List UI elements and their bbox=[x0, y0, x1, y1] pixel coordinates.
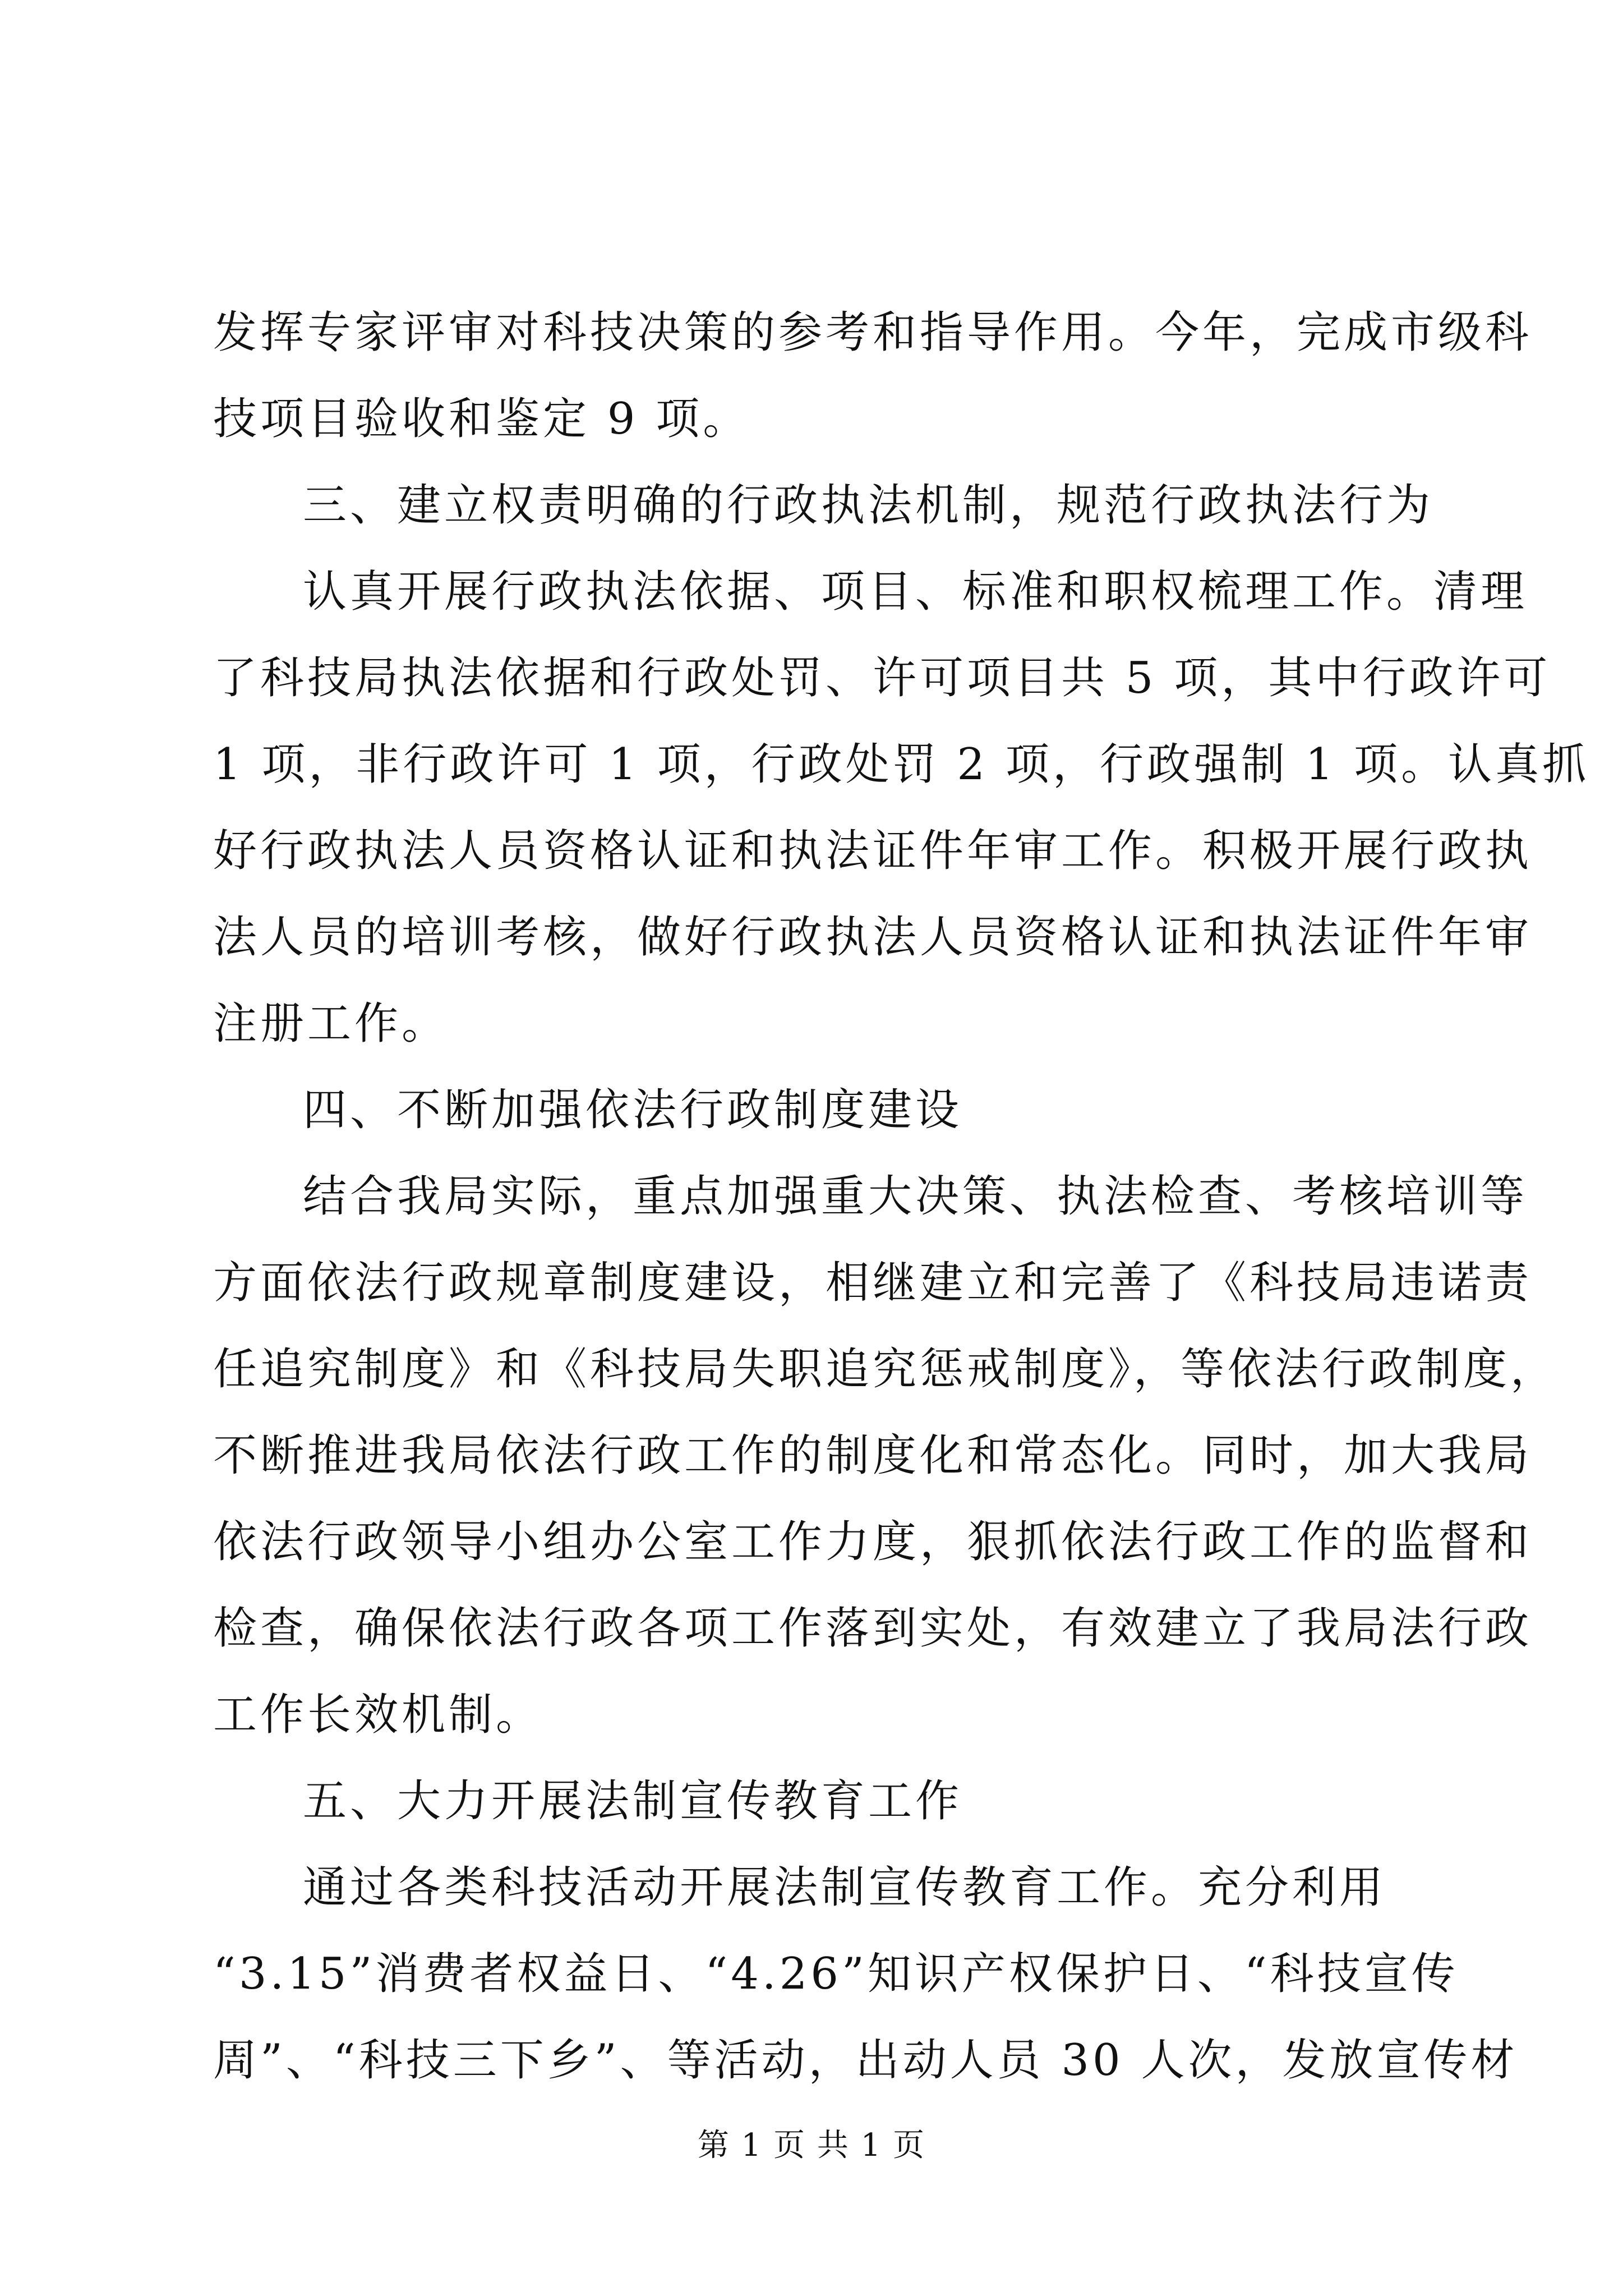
text-line-8: 法人员的培训考核，做好行政执法人员资格认证和执法证件年审 bbox=[213, 912, 1533, 963]
text-line-14: 不断推进我局依法行政工作的制度化和常态化。同时，加大我局 bbox=[213, 1430, 1533, 1481]
text-line-16: 检查，确保依法行政各项工作落到实处，有效建立了我局法行政 bbox=[213, 1603, 1533, 1654]
text-line-20: “3.15”消费者权益日、“4.26”知识产权保护日、“科技宣传 bbox=[213, 1949, 1459, 1999]
section-heading-4: 四、不断加强依法行政制度建设 bbox=[303, 1085, 963, 1135]
text-line-11: 结合我局实际，重点加强重大决策、执法检查、考核培训等 bbox=[303, 1171, 1528, 1222]
section-heading-5: 五、大力开展法制宣传教育工作 bbox=[303, 1776, 963, 1826]
text-line-13: 任追究制度》和《科技局失职追究惩戒制度》，等依法行政制度， bbox=[213, 1344, 1558, 1395]
section-heading-3: 三、建立权责明确的行政执法机制，规范行政执法行为 bbox=[303, 480, 1434, 531]
text-line-6: 1 项，非行政许可 1 项，行政处罚 2 项，行政强制 1 项。认真抓 bbox=[213, 739, 1590, 790]
text-line-4: 认真开展行政执法依据、项目、标准和职权梳理工作。清理 bbox=[303, 567, 1528, 617]
text-line-7: 好行政执法人员资格认证和执法证件年审工作。积极开展行政执 bbox=[213, 826, 1533, 876]
page-number-footer: 第 1 页 共 1 页 bbox=[697, 2127, 926, 2164]
text-line-15: 依法行政领导小组办公室工作力度，狠抓依法行政工作的监督和 bbox=[213, 1517, 1533, 1567]
text-line-12: 方面依法行政规章制度建设，相继建立和完善了《科技局违诺责 bbox=[213, 1258, 1533, 1308]
text-line-17: 工作长效机制。 bbox=[213, 1690, 543, 1740]
text-line-5: 了科技局执法依据和行政处罚、许可项目共 5 项，其中行政许可 bbox=[213, 653, 1551, 703]
text-line-19: 通过各类科技活动开展法制宣传教育工作。充分利用 bbox=[303, 1862, 1387, 1913]
text-line-1: 发挥专家评审对科技决策的参考和指导作用。今年，完成市级科 bbox=[213, 307, 1533, 358]
text-line-9: 注册工作。 bbox=[213, 999, 449, 1049]
text-line-2: 技项目验收和鉴定 9 项。 bbox=[213, 394, 750, 444]
text-line-21: 周”、“科技三下乡”、等活动，出动人员 30 人次，发放宣传材 bbox=[213, 2035, 1518, 2086]
